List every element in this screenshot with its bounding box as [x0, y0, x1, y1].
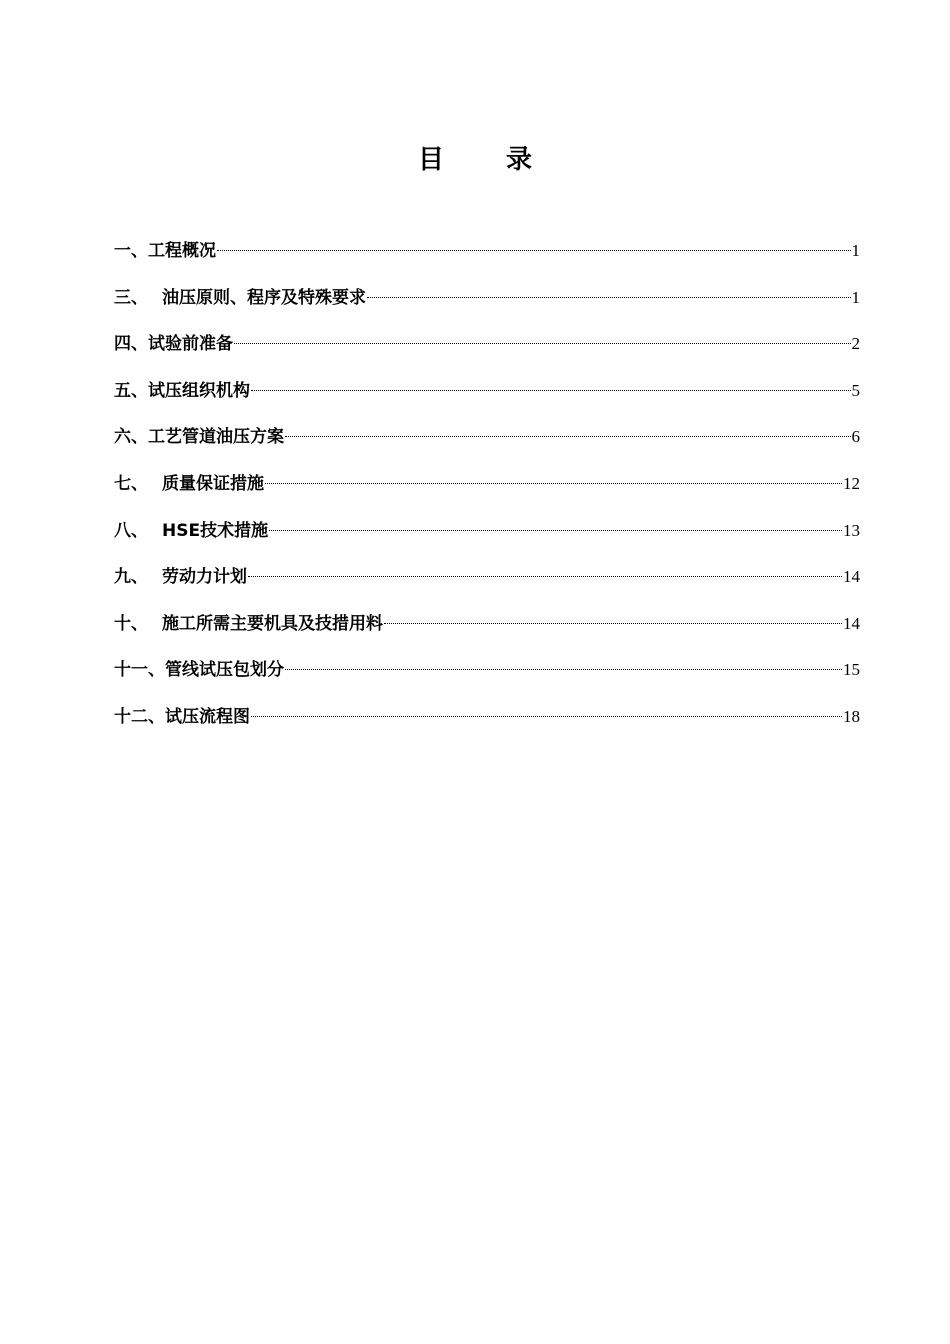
- toc-entry[interactable]: [114, 237, 860, 284]
- toc-dot-leader: [248, 576, 842, 577]
- toc-entry-label: [114, 517, 268, 545]
- toc-entry-title: 工艺管道油压方案: [148, 427, 284, 448]
- toc-entry-title: 试压流程图: [165, 706, 250, 727]
- toc-entry-label: [114, 423, 284, 451]
- toc-entry-number: 八、: [114, 520, 148, 541]
- toc-dot-leader: [384, 623, 842, 624]
- table-of-contents: [114, 237, 860, 750]
- toc-entry-label: [114, 703, 250, 731]
- toc-entry[interactable]: [114, 656, 860, 703]
- toc-entry-number: 六、: [114, 427, 148, 448]
- toc-entry[interactable]: [114, 563, 860, 610]
- toc-entry-number: 十二、: [114, 706, 165, 727]
- toc-dot-leader: [367, 297, 851, 298]
- toc-entry-label: [114, 563, 247, 591]
- toc-entry-number: 四、: [114, 334, 148, 355]
- toc-entry[interactable]: [114, 284, 860, 331]
- toc-page-number: 12: [843, 473, 860, 493]
- toc-entry[interactable]: [114, 423, 860, 470]
- toc-entry-title: 试压组织机构: [148, 380, 250, 401]
- toc-entry-title: 管线试压包划分: [165, 660, 284, 681]
- toc-page-number: 13: [843, 520, 860, 540]
- toc-dot-leader: [251, 716, 842, 717]
- toc-entry-number: 七、: [114, 473, 148, 494]
- toc-entry[interactable]: [114, 517, 860, 564]
- toc-page-number: 14: [843, 567, 860, 587]
- toc-dot-leader: [217, 250, 851, 251]
- toc-entry-title: 质量保证措施: [162, 473, 264, 494]
- toc-entry-number: 九、: [114, 567, 148, 588]
- toc-entry-number: 一、: [114, 241, 148, 261]
- toc-entry-label: [114, 237, 216, 265]
- toc-entry-label: [114, 610, 383, 638]
- toc-page-number: 6: [851, 427, 860, 447]
- toc-entry-number: 十一、: [114, 660, 165, 681]
- toc-entry-label: [114, 284, 366, 312]
- toc-entry[interactable]: [114, 610, 860, 657]
- toc-entry[interactable]: [114, 377, 860, 424]
- toc-entry-number: 十、: [114, 613, 148, 634]
- toc-entry-label: [114, 470, 264, 498]
- toc-dot-leader: [285, 669, 842, 670]
- toc-entry-title: HSE技术措施: [162, 520, 269, 541]
- toc-entry-title: 试验前准备: [148, 334, 233, 355]
- toc-page-number: 1: [851, 287, 860, 307]
- toc-entry-title: 工程概况: [148, 241, 216, 261]
- toc-entry-number: 五、: [114, 380, 148, 401]
- toc-entry-title: 油压原则、程序及特殊要求: [162, 287, 366, 308]
- toc-entry-title: 劳动力计划: [162, 567, 247, 588]
- toc-entry-number: 三、: [114, 287, 148, 308]
- toc-page-number: 18: [843, 706, 860, 726]
- toc-dot-leader: [251, 390, 851, 391]
- toc-entry-label: [114, 377, 250, 405]
- toc-entry-title: 施工所需主要机具及技措用料: [162, 613, 383, 634]
- title-char-2: 录: [506, 145, 533, 175]
- toc-dot-leader: [269, 530, 842, 531]
- toc-page-number: 15: [843, 660, 860, 680]
- toc-dot-leader: [234, 343, 851, 344]
- toc-entry[interactable]: [114, 470, 860, 517]
- toc-page-number: 14: [843, 613, 860, 633]
- toc-page-number: 1: [851, 241, 860, 260]
- toc-page-number: 2: [851, 334, 860, 354]
- toc-page-number: 5: [851, 380, 860, 400]
- page-title: [0, 140, 950, 180]
- title-char-1: 目: [417, 145, 444, 175]
- toc-entry[interactable]: [114, 330, 860, 377]
- toc-entry-label: [114, 330, 233, 358]
- toc-entry-label: [114, 656, 284, 684]
- toc-dot-leader: [265, 483, 842, 484]
- toc-dot-leader: [285, 436, 851, 437]
- toc-entry[interactable]: [114, 703, 860, 750]
